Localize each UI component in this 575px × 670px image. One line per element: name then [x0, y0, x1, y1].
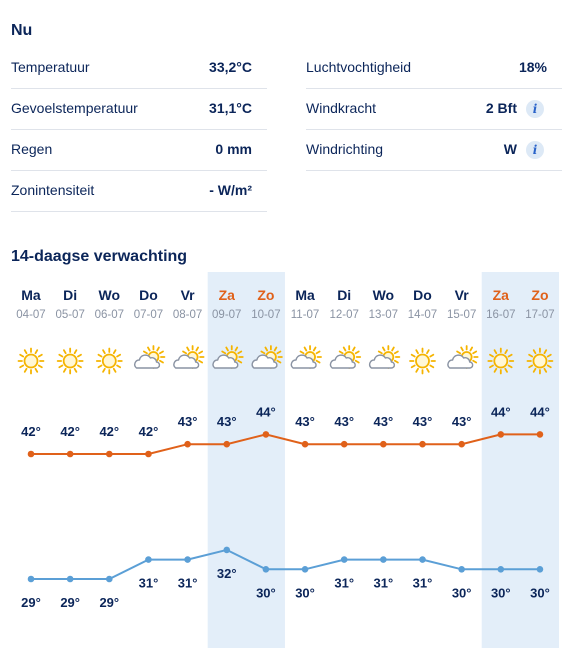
now-row-left-1 — [11, 89, 267, 130]
max-temp-line-point — [145, 451, 152, 458]
partly-cloudy-icon — [370, 346, 400, 368]
max-temp-line-point — [263, 431, 270, 438]
day-date: 16-07 — [486, 309, 516, 321]
now-label: Gevoelstemperatuur — [11, 100, 138, 116]
sun-icon — [97, 349, 122, 374]
max-temp-label: 44° — [490, 404, 511, 420]
day-date: 12-07 — [329, 309, 359, 321]
max-temp-label: 42° — [21, 424, 41, 439]
day-name: Zo — [257, 287, 275, 303]
min-temp-line-point — [341, 556, 348, 563]
min-temp-label: 30° — [256, 585, 276, 601]
sun-icon — [410, 349, 435, 374]
forecast-chart — [0, 265, 575, 670]
now-row-left-2 — [11, 130, 267, 171]
partly-cloudy-icon — [291, 346, 321, 368]
max-temp-line-point — [458, 441, 465, 448]
max-temp-label: 42° — [60, 424, 80, 439]
day-name: Za — [218, 287, 235, 303]
min-temp-line-point — [537, 566, 544, 573]
now-value: 18% — [518, 59, 547, 75]
max-temp-label: 43° — [295, 414, 315, 430]
min-temp-label: 31° — [334, 575, 355, 591]
now-label: Luchtvochtigheid — [306, 59, 412, 75]
day-date: 07-07 — [133, 309, 164, 321]
day-date: 13-07 — [368, 309, 399, 321]
now-value: 0 mm — [215, 141, 252, 157]
min-temp-label: 30° — [490, 585, 511, 601]
day-name: Di — [63, 287, 78, 303]
max-temp-label: 44° — [256, 404, 276, 420]
max-temp-line-point — [184, 441, 191, 448]
min-temp-label: 31° — [373, 575, 394, 591]
max-temp-line-point — [67, 451, 74, 458]
day-date: 17-07 — [525, 309, 555, 321]
day-date: 06-07 — [94, 309, 125, 321]
max-temp-line-point — [537, 431, 544, 438]
day-name: Wo — [98, 287, 121, 303]
min-temp-label: 31° — [177, 575, 198, 591]
day-date: 14-07 — [407, 309, 438, 321]
now-value: - W/m² — [209, 182, 252, 198]
min-temp-line-point — [263, 566, 270, 573]
day-name: Vr — [180, 287, 195, 303]
min-temp-line-point — [498, 566, 505, 573]
now-label: Windkracht — [306, 100, 377, 116]
day-date: 04-07 — [16, 309, 46, 321]
sun-icon — [58, 349, 83, 374]
now-row-right-1 — [306, 89, 562, 130]
min-temp-label: 29° — [99, 595, 120, 610]
sun-icon — [19, 349, 44, 374]
min-temp-label: 30° — [451, 585, 472, 601]
now-row-left-3 — [11, 171, 267, 212]
now-row-right-2 — [306, 130, 562, 171]
now-label: Windrichting — [306, 141, 384, 157]
partly-cloudy-icon — [448, 346, 478, 368]
now-value: 31,1°C — [209, 100, 252, 116]
day-date: 05-07 — [55, 309, 85, 321]
min-temp-line-point — [67, 576, 74, 583]
day-date: 10-07 — [251, 309, 281, 321]
max-temp-line-point — [498, 431, 505, 438]
now-value: 2 Bft — [485, 100, 517, 116]
max-temp-line-point — [106, 451, 113, 458]
info-icon[interactable]: i — [526, 141, 544, 159]
now-label: Zonintensiteit — [11, 182, 95, 198]
max-temp-label: 43° — [334, 414, 355, 430]
now-value: 33,2°C — [209, 59, 252, 75]
min-temp-line-point — [223, 547, 230, 554]
min-temp-line-point — [28, 576, 35, 583]
now-row-left-0 — [11, 48, 267, 89]
max-temp-label: 43° — [451, 414, 472, 430]
now-value: W — [503, 141, 517, 157]
partly-cloudy-icon — [174, 346, 204, 368]
min-temp-line-point — [184, 556, 191, 563]
min-temp-label: 30° — [530, 585, 550, 601]
day-name: Wo — [372, 287, 395, 303]
day-name: Do — [413, 287, 432, 303]
min-temp-line — [31, 550, 540, 579]
day-name: Ma — [295, 287, 315, 303]
min-temp-label: 31° — [138, 575, 159, 591]
day-name: Do — [139, 287, 158, 303]
min-temp-line-point — [380, 556, 387, 563]
max-temp-label: 42° — [99, 424, 120, 439]
now-label: Regen — [11, 141, 53, 157]
max-temp-label: 44° — [530, 404, 550, 420]
day-name: Za — [492, 287, 509, 303]
max-temp-line-point — [223, 441, 230, 448]
day-date: 15-07 — [446, 309, 477, 321]
min-temp-label: 29° — [21, 595, 41, 610]
day-name: Ma — [21, 287, 41, 303]
min-temp-line-point — [145, 556, 152, 563]
max-temp-label: 43° — [216, 414, 237, 430]
min-temp-line-point — [458, 566, 465, 573]
min-temp-label: 30° — [295, 585, 315, 601]
day-name: Vr — [454, 287, 469, 303]
min-temp-label: 31° — [412, 575, 433, 591]
max-temp-line-point — [28, 451, 35, 458]
forecast-title: 14-daagse verwachting — [11, 248, 188, 265]
min-temp-label: 32° — [216, 565, 237, 581]
max-temp-label: 43° — [177, 414, 198, 430]
day-date: 08-07 — [172, 309, 203, 321]
partly-cloudy-icon — [331, 346, 361, 368]
now-row-right-0 — [306, 48, 562, 89]
day-name: Di — [337, 287, 352, 303]
min-temp-label: 29° — [60, 595, 80, 610]
max-temp-line-point — [419, 441, 426, 448]
max-temp-line-point — [302, 441, 309, 448]
day-date: 11-07 — [290, 309, 320, 321]
info-icon[interactable]: i — [526, 100, 544, 118]
min-temp-line-point — [106, 576, 113, 583]
day-date: 09-07 — [212, 309, 242, 321]
now-label: Temperatuur — [11, 59, 90, 75]
max-temp-line-point — [341, 441, 348, 448]
now-title: Nu — [11, 22, 33, 39]
max-temp-line-point — [380, 441, 387, 448]
max-temp-label: 42° — [138, 424, 159, 439]
partly-cloudy-icon — [135, 346, 165, 368]
day-name: Zo — [531, 287, 549, 303]
max-temp-label: 43° — [412, 414, 433, 430]
min-temp-line-point — [419, 556, 426, 563]
max-temp-label: 43° — [373, 414, 394, 430]
min-temp-line-point — [302, 566, 309, 573]
